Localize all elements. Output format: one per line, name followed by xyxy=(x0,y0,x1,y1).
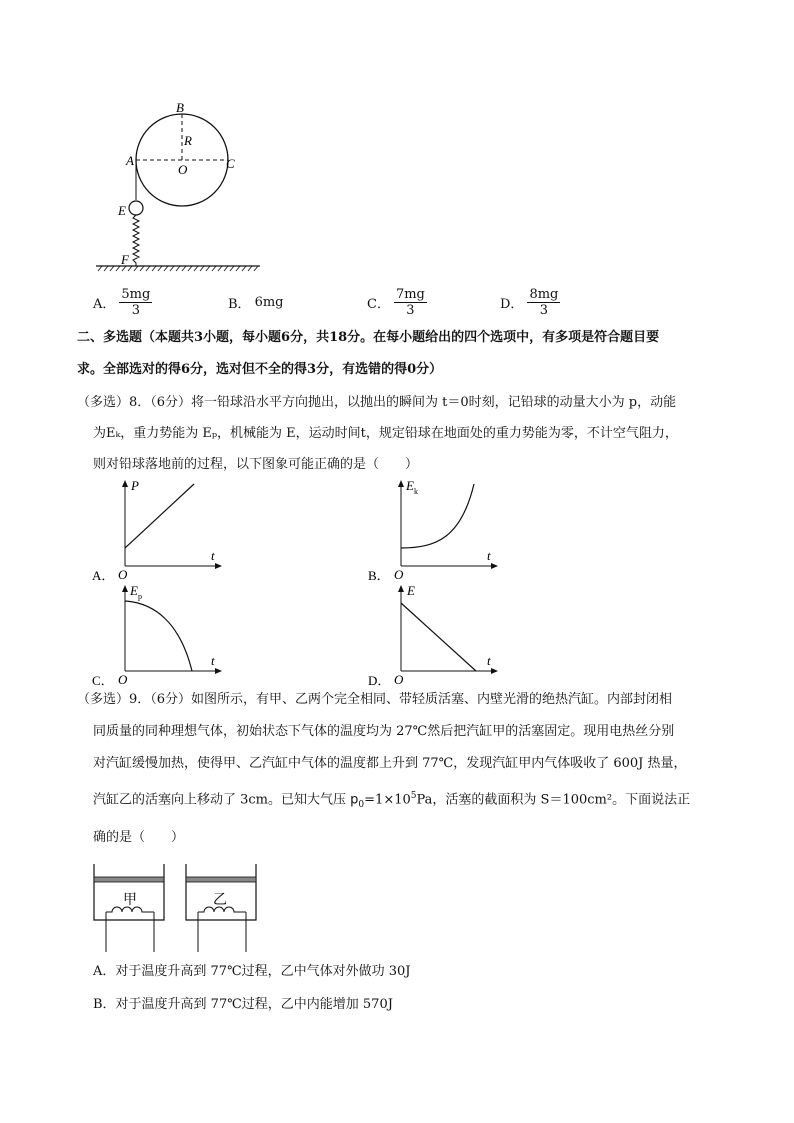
y-axis-label xyxy=(405,478,418,496)
label-e: E xyxy=(118,203,126,218)
prev-option-d xyxy=(500,287,560,318)
q9-line4-text-b: =1×10 xyxy=(364,792,411,808)
q9-line4-text-c: Pa，活塞的截面积为 S＝100cm²。下面说法正 xyxy=(416,792,691,808)
q9-line2: 同质量的同种理想气体，初始状态下气体的温度均为 27℃然后把汽缸甲的活塞固定。现用电热丝分别 xyxy=(93,724,675,739)
cylinder-b xyxy=(186,864,256,952)
cylinder-b-piston xyxy=(186,877,256,882)
cylinder-a-piston xyxy=(94,877,164,882)
x-axis-arrow xyxy=(215,668,222,674)
prev-option-c xyxy=(367,287,427,318)
prev-option-b xyxy=(228,293,283,312)
cylinder-b-label: 乙 xyxy=(213,893,227,908)
origin-label: O xyxy=(394,672,404,687)
spring xyxy=(133,215,139,266)
y-axis-arrow xyxy=(398,585,404,592)
exponent: 5 xyxy=(410,791,417,801)
origin-label: O xyxy=(394,567,404,582)
prev-option-b-text: 6mg xyxy=(254,295,284,310)
y-axis-letter: E xyxy=(406,478,414,493)
q9-line4 xyxy=(93,787,690,814)
x-axis-label: t xyxy=(487,653,491,668)
fraction-denominator: 3 xyxy=(406,303,415,318)
fraction-denominator: 3 xyxy=(131,303,140,318)
prev-option-c-letter: C． xyxy=(367,297,390,312)
y-axis-label: P xyxy=(131,478,139,493)
cylinder-a xyxy=(94,864,164,952)
q8-line1: （多选）8．（6分）将一铅球沿水平方向抛出，以抛出的瞬间为 t＝0时刻，记铅球的动量大小为 p，动能 xyxy=(77,395,677,410)
x-axis-label: t xyxy=(211,653,215,668)
y-axis-arrow xyxy=(398,480,404,487)
y-axis-letter: E xyxy=(130,583,138,598)
prev-option-d-fraction xyxy=(527,287,560,318)
x-axis-arrow xyxy=(491,668,498,674)
label-c: C xyxy=(226,156,235,171)
prev-option-c-fraction xyxy=(394,287,427,318)
q9-option-a: A．对于温度升高到 77℃过程，乙中气体对外做功 30J xyxy=(93,964,411,979)
label-o: O xyxy=(178,162,188,177)
ball-e xyxy=(129,201,143,215)
cylinders-figure xyxy=(90,862,270,954)
x-axis-arrow xyxy=(215,563,222,569)
y-axis-subscript: k xyxy=(413,487,418,496)
q9-option-b: B．对于温度升高到 77℃过程，乙中内能增加 570J xyxy=(93,997,393,1012)
q8-line3: 则对铅球落地前的过程，以下图象可能正确的是（ ） xyxy=(93,457,419,472)
option-label: D． xyxy=(368,673,391,688)
prev-option-a-letter: A． xyxy=(93,297,116,312)
y-axis-arrow xyxy=(122,585,128,592)
label-b: B xyxy=(176,100,184,115)
fraction-numerator: 5mg xyxy=(121,287,151,302)
section2-heading-line1: 二、多选题（本题共3小题，每小题6分，共18分。在每小题给出的四个选项中，有多项是符合题目要 xyxy=(77,330,660,345)
y-axis-subscript: p xyxy=(137,592,142,601)
fraction-numerator: 7mg xyxy=(395,287,425,302)
x-axis-label: t xyxy=(487,548,491,563)
momentum-curve xyxy=(125,484,194,548)
option-label: A． xyxy=(92,568,115,583)
mechanical-energy-curve xyxy=(401,603,476,671)
q8-graph-b xyxy=(366,478,506,584)
prev-option-a-fraction xyxy=(119,287,152,318)
y-axis-label xyxy=(129,583,142,601)
q8-graph-d xyxy=(366,583,506,689)
label-f: F xyxy=(121,252,129,267)
origin-label: O xyxy=(118,567,128,582)
label-a: A xyxy=(126,153,134,168)
q9-line5: 确的是（ ） xyxy=(93,830,185,845)
x-axis-arrow xyxy=(491,563,498,569)
section2-heading-line2: 求。全部选对的得6分，选对但不全的得3分，有选错的得0分） xyxy=(77,362,443,377)
cylinder-a-label: 甲 xyxy=(123,893,137,908)
origin-label: O xyxy=(118,672,128,687)
q8-graph-c xyxy=(90,583,230,689)
y-axis-arrow xyxy=(122,480,128,487)
y-axis-label: E xyxy=(407,583,415,598)
fraction-denominator: 3 xyxy=(539,303,549,318)
q9-line4-text-a: 汽缸乙的活塞向上移动了 3cm。已知大气压 xyxy=(93,792,351,808)
prev-option-a xyxy=(93,287,152,318)
circle-spring-figure xyxy=(88,100,278,275)
fraction-numerator: 8mg xyxy=(529,287,559,302)
pressure-subscript: 0 xyxy=(358,799,365,810)
q9-line3: 对汽缸缓慢加热，使得甲、乙汽缸中气体的温度都上升到 77℃，发现汽缸甲内气体吸收了 600J 热量， xyxy=(93,756,687,771)
q9-line1: （多选）9．（6分）如图所示，有甲、乙两个完全相同、带轻质活塞、内壁光滑的绝热汽缸。内部封闭相 xyxy=(77,692,673,707)
kinetic-energy-curve xyxy=(401,484,474,548)
x-axis-label: t xyxy=(211,548,215,563)
pressure-symbol: p xyxy=(350,792,359,808)
q8-graph-a xyxy=(90,478,230,584)
prev-option-d-letter: D． xyxy=(500,297,524,312)
potential-energy-curve xyxy=(125,601,192,671)
label-r: R xyxy=(184,133,192,148)
option-label: C． xyxy=(92,673,114,688)
prev-option-b-letter: B． xyxy=(228,297,251,312)
q8-line2: 为Eₖ，重力势能为 Eₚ，机械能为 E，运动时间t，规定铅球在地面处的重力势能为零，不计空气阻力， xyxy=(93,426,678,441)
option-label: B． xyxy=(368,568,390,583)
